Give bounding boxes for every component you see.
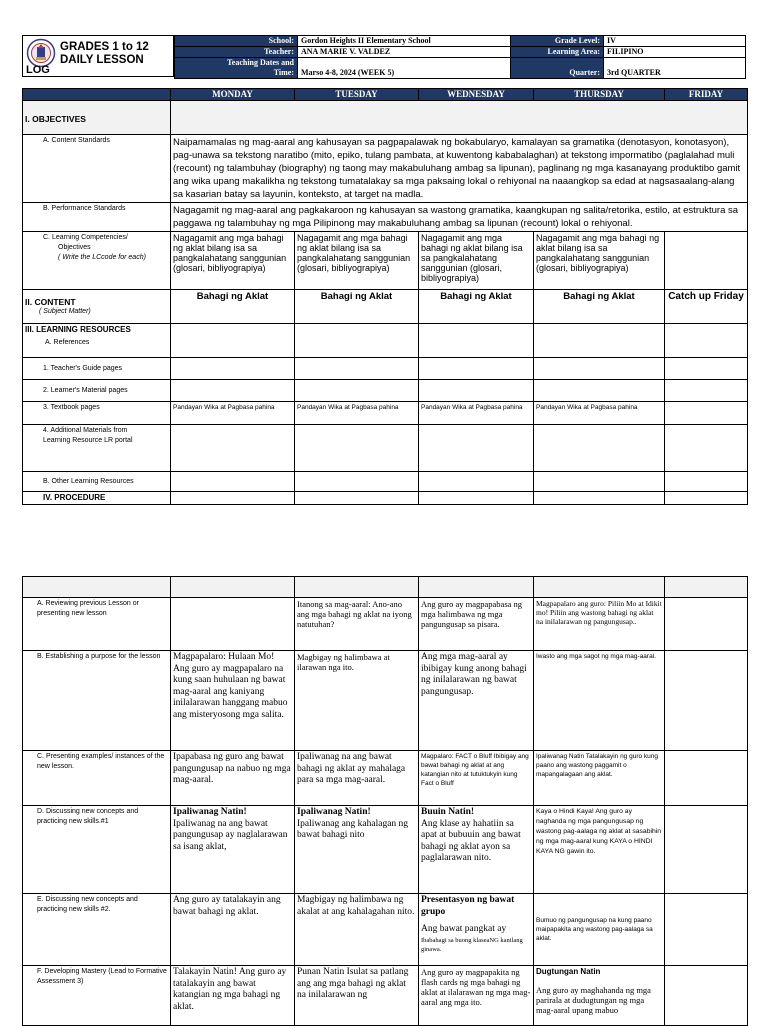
step-f-tuesday: Punan Natin Isulat sa patlang ang ang mga bahagi ng aklat na inilalarawan ng [295,966,419,1026]
dates-value: Marso 4-8, 2024 (WEEK 5) [298,58,511,79]
learner-material-monday [171,380,295,402]
additional-tuesday [295,425,419,472]
competency-monday: Nagagamit ang mga bahagi ng aklat bilang isa sa pangkalahatang sanggunian (glosari, bibliyograpiya) [171,232,295,290]
step-c-thursday: Ipaliwanag Natin Tatalakayin ng guro kung paano ang wastong paggamit o mapangalagaan ang aklat. [534,751,665,806]
learning-resources-heading: III. LEARNING RESOURCES [25,325,131,334]
dates-label [175,58,298,79]
teacher-value: ANA MARIE V. VALDEZ [298,47,511,58]
step-d-tuesday-title: Ipaliwanag Natin! [297,807,371,817]
step-d-friday [665,806,748,894]
teacher-guide-monday [171,358,295,380]
content-friday: Catch up Friday [665,290,748,324]
lesson-plan-table-1 [22,88,748,505]
additional-monday [171,425,295,472]
days-header-blank [23,89,171,101]
step-a-tuesday: Itanong sa mag-aaral: Ano-ano ang mga bahagi ng aklat na iyong natutuhan? [295,598,419,651]
procedure-top-blank-tuesday [295,577,419,598]
other-resources-monday [171,472,295,492]
textbook-label: 3. Textbook pages [23,402,171,425]
step-e-wednesday-note: Ibabahagi sa buong klaseaNG kanilang ginawa. [421,936,523,953]
step-f-monday: Talakayin Natin! Ang guro ay tatalakayin ang bawat katangian ng mga bahagi ng aklat. [171,966,295,1026]
step-e-friday [665,894,748,966]
references-tuesday [295,324,419,358]
header-info-table [174,35,746,79]
form-title-line-1: GRADES 1 to 12 [60,41,149,53]
step-e-wednesday-text: Ang bawat pangkat ay [421,924,507,934]
competency-thursday: Nagagamit ang mga bahagi ng aklat bilang isa sa pangkalahatang sanggunian (glosari, bibliyograpiya) [534,232,665,290]
step-b-monday: Magpapalaro: Hulaan Mo! Ang guro ay magpapalaro na kung saan huhulaan ng bawat mag-aaral ang kaniyang inilalarawan hanggang mabuo ang misteryosong mga salita. [171,651,295,751]
step-d-thursday: Kaya o Hindi Kaya! Ang guro ay naghanda ng mga pangungusap ng wastong pag-aalaga ng aklat at sasabihin ng mga mag-aaral kung KAYA o HINDI KAYA NG gawin ito. [534,806,665,894]
teacher-guide-thursday [534,358,665,380]
step-d-wednesday [419,806,534,894]
content-thursday: Bahagi ng Aklat [534,290,665,324]
teacher-guide-friday [665,358,748,380]
step-c-monday: Ipapabasa ng guro ang bawat pangungusap na nabuo ng mga mag-aaral. [171,751,295,806]
content-monday: Bahagi ng Aklat [171,290,295,324]
lesson-plan-table-2 [22,576,748,1026]
step-a-friday [665,598,748,651]
day-header-thursday: THURSDAY [534,89,665,101]
step-f-thursday-text: Ang guro ay maghahanda ng mga parirala at dudugtungan ng mga mag-aaral upang mabuo [536,985,651,1015]
objectives-heading-text: I. OBJECTIVES [25,113,86,124]
school-value: Gordon Heights II Elementary School [298,36,511,47]
procedure-top-blank-friday [665,577,748,598]
quarter-value: 3rd QUARTER [604,58,746,79]
procedure-heading: IV. PROCEDURE [23,492,171,505]
step-d-monday [171,806,295,894]
procedure-blank-tuesday [295,492,419,505]
step-e-monday: Ang guro ay tatalakayin ang bawat bahagi ng aklat. [171,894,295,966]
learner-material-friday [665,380,748,402]
step-b-label: B. Establishing a purpose for the lesson [23,651,171,751]
step-a-wednesday: Ang guro ay magpapabasa ng mga halimbawa ng mga pangungusap sa pisara. [419,598,534,651]
learner-material-tuesday [295,380,419,402]
quarter-label: Quarter: [511,58,604,79]
additional-materials-label: 4. Additional Materials from Learning Resource LR portal [23,425,171,472]
teacher-guide-wednesday [419,358,534,380]
step-b-thursday: Iwasto ang mga sagot ng mga mag-aaral. [534,651,665,751]
procedure-blank-friday [665,492,748,505]
content-tuesday: Bahagi ng Aklat [295,290,419,324]
step-c-wednesday: Magpalaro: FACT o Bluff Ibibigay ang bawat bahagi ng aklat at ang katangian nito at tutuktukyin kung Fact o Bluff [419,751,534,806]
learner-material-wednesday [419,380,534,402]
other-resources-label: B. Other Learning Resources [23,472,171,492]
competency-friday [665,232,748,290]
learning-area-label: Learning Area: [511,47,604,58]
competency-label-line-1: C. Learning Competencies/ [43,234,128,241]
teacher-guide-label: 1. Teacher's Guide pages [23,358,171,380]
textbook-monday: Pandayan Wika at Pagbasa pahina [171,402,295,425]
step-e-wednesday-title: Presentasyon ng bawat grupo [421,895,515,917]
references-monday [171,324,295,358]
content-subheading: ( Subject Matter) [39,308,91,315]
competency-tuesday: Nagagamit ang mga bahagi ng aklat bilang isa sa pangkalahatang sanggunian (glosari, bibliyograpiya) [295,232,419,290]
step-b-wednesday: Ang mga mag-aaral ay ibibigay kung anong bahagi ng inilalarawan ng bawat pangungusap. [419,651,534,751]
performance-standards-label: B. Performance Standards [23,203,171,232]
step-e-label: E. Discussing new concepts and practicing new skills #2. [23,894,171,966]
performance-standards-text: Nagagamit ng mag-aaral ang pagkakaroon ng kahusayan sa wastong gramatika, kaangkupan ng salita/retorika, estilo, at estruktura sa paggawa ng talambuhay ng mga Pilipinong may makabuluhang ambag sa lipunan (recount) lokal o rehiyonal. [171,203,748,232]
content-heading [23,290,171,324]
step-f-thursday [534,966,665,1026]
objectives-heading [23,101,171,135]
references-friday [665,324,748,358]
objectives-heading-blank [171,101,748,135]
grade-label: Grade Level: [511,36,604,47]
competency-label-line-3: ( Write the LCcode for each) [58,254,146,261]
procedure-top-blank-monday [171,577,295,598]
learner-material-thursday [534,380,665,402]
learner-material-label: 2. Learner's Material pages [23,380,171,402]
header-title-box [22,35,174,77]
day-header-tuesday: TUESDAY [295,89,419,101]
additional-wednesday [419,425,534,472]
step-a-label: A. Reviewing previous Lesson or presenting new lesson [23,598,171,651]
competency-wednesday: Nagagamit ang mga bahagi ng aklat bilang isa sa pangkalahatang sanggunian (glosari, bibliyograpiya) [419,232,534,290]
step-a-monday [171,598,295,651]
learning-competencies-label [23,232,171,290]
references-thursday [534,324,665,358]
step-e-wednesday [419,894,534,966]
step-e-tuesday: Magbigay ng halimbawa ng akalat at ang kahalagahan nito. [295,894,419,966]
content-wednesday: Bahagi ng Aklat [419,290,534,324]
step-f-friday [665,966,748,1026]
day-header-friday: FRIDAY [665,89,748,101]
content-heading-text: II. CONTENT [25,297,76,307]
teacher-label: Teacher: [175,47,298,58]
day-header-monday: MONDAY [171,89,295,101]
references-cell [23,324,171,358]
textbook-wednesday: Pandayan Wika at Pagbasa pahina [419,402,534,425]
procedure-top-blank-wednesday [419,577,534,598]
step-d-tuesday [295,806,419,894]
other-resources-wednesday [419,472,534,492]
step-d-wednesday-text: Ang klase ay hahatiin sa apat at bubuuin ang bawat bahagi ng aklat ayon sa paglalarawan nito. [421,818,521,863]
dates-label-line-1: Teaching Dates and [227,58,294,67]
step-d-label: D. Discussing new concepts and practicing new skills.#1 [23,806,171,894]
grade-value: IV [604,36,746,47]
learning-area-value: FILIPINO [604,47,746,58]
procedure-top-blank [23,577,171,598]
procedure-blank-wednesday [419,492,534,505]
other-resources-friday [665,472,748,492]
procedure-blank-monday [171,492,295,505]
textbook-thursday: Pandayan Wika at Pagbasa pahina [534,402,665,425]
step-e-thursday: Bumuo ng pangungusap na kung paano maipapakita ang wastong pag-aalaga sa aklat. [534,894,665,966]
step-c-label: C. Presenting examples/ instances of the new lesson. [23,751,171,806]
other-resources-tuesday [295,472,419,492]
other-resources-thursday [534,472,665,492]
references-label: A. References [45,339,90,346]
day-header-wednesday: WEDNESDAY [419,89,534,101]
competency-label-line-2: Objectives [58,244,91,251]
references-wednesday [419,324,534,358]
dates-label-line-2: Time: [273,68,294,77]
step-d-tuesday-text: Ipaliwanag ang kahalagan ng bawat bahagi nito [297,818,409,840]
step-b-tuesday: Magbigay ng halimbawa at ilarawan nga ito. [295,651,419,751]
content-standards-label: A. Content Standards [23,135,171,203]
logo-letters: LOG [26,64,50,76]
additional-friday [665,425,748,472]
additional-thursday [534,425,665,472]
step-f-thursday-title: Dugtungan Natin [536,967,601,976]
step-c-friday [665,751,748,806]
step-b-friday [665,651,748,751]
procedure-blank-thursday [534,492,665,505]
textbook-friday [665,402,748,425]
teacher-guide-tuesday [295,358,419,380]
school-label: School: [175,36,298,47]
content-standards-text: Naipamamalas ng mag-aaral ang kahusayan sa pagpapalawak ng bokabularyo, kamalayan sa gramatika (denotasyon, konotasyon), pag-unawa sa tekstong naratibo (mito, epiko, tulang pambata, at kuwentong kababalaghan) at tekstong impormatibo (paglalahad muli (recount) ng talambuhay (biography) ng taong may makabuluhang ambag sa lipunan), paglinang ng mga kasanayang produktibo gamit ang wika upang makalikha ng tekstong tumatalakay sa mga paksaing lokal o rehiyonal na naaangkop sa edad at nagsasaalang-alang sa kasarian batay sa layunin, konteksto, at target na madla. [171,135,748,203]
step-a-thursday: Magpapalaro ang guro: Piliin Mo at Idikit mo! Piliin ang wastong bahagi ng aklat na inilalarawan ng pangungusap.. [534,598,665,651]
step-d-monday-text: Ipaliwanag na ang bawat pangungusap ay naglalarawan sa isang aklat, [173,818,288,852]
step-f-label: F. Developing Mastery (Lead to Formative Assessment 3) [23,966,171,1026]
form-title-line-2: DAILY LESSON [60,54,144,66]
procedure-top-blank-thursday [534,577,665,598]
step-d-monday-title: Ipaliwanag Natin! [173,807,247,817]
textbook-tuesday: Pandayan Wika at Pagbasa pahina [295,402,419,425]
step-f-wednesday: Ang guro ay magpapakita ng flash cards ng mga bahagi ng aklat at ilalarawan ng mga mag-aaral ang mga ito. [419,966,534,1026]
step-d-wednesday-title: Buuin Natin! [421,807,475,817]
step-c-tuesday: Ipaliwanag na ang bawat bahagi ng aklat ay mahalaga para sa mga mag-aaral. [295,751,419,806]
